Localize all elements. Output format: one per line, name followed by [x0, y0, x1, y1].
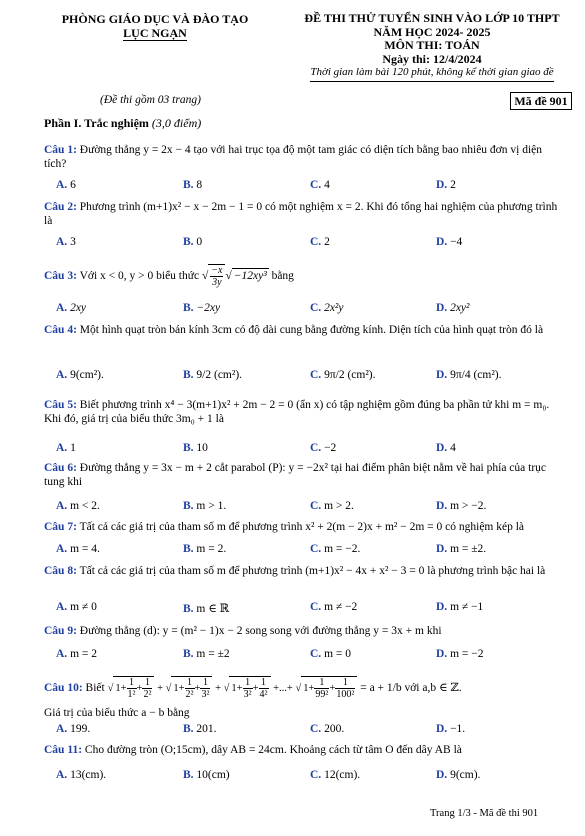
question-6 — [44, 461, 564, 489]
option-a[interactable]: A. 199. — [56, 723, 91, 735]
option-d[interactable]: D. m = −2 — [436, 648, 484, 660]
question-stem: Biết phương trình x⁴ − 3(m+1)x² + 2m − 2 = 0 (ẩn x) có tập nghiệm gồm đúng ba phần tử khi m = m₀. Khi đó, giá trị của biểu thức 3m₀ + 1 là — [44, 399, 550, 425]
options-3 — [56, 302, 566, 316]
option-b[interactable]: B. m > 1. — [183, 500, 227, 512]
option-d[interactable]: D. m > −2. — [436, 500, 487, 512]
question-stem-pre: Với x < 0, y > 0 biểu thức — [79, 270, 200, 283]
options-10 — [56, 723, 566, 737]
page-footer: Trang 1/3 - Mã đề thi 901 — [430, 808, 539, 819]
option-b[interactable]: B. m = 2. — [183, 543, 227, 555]
option-d[interactable]: D. 9π/4 (cm²). — [436, 369, 502, 381]
question-label: Câu 2: — [44, 201, 77, 213]
question-10-line2: Giá trị của biểu thức a − b bằng — [44, 707, 190, 719]
part-points: (3,0 điểm) — [151, 116, 202, 130]
district-name: LỤC NGẠN — [123, 26, 187, 40]
option-d[interactable]: D. −1. — [436, 723, 466, 735]
option-c[interactable]: C. −2 — [310, 442, 337, 454]
option-d[interactable]: D. 2 — [436, 179, 456, 191]
option-d[interactable]: D. −4 — [436, 236, 463, 248]
question-9 — [44, 624, 564, 638]
department-name: PHÒNG GIÁO DỤC VÀ ĐÀO TẠO — [61, 12, 249, 26]
question-stem: Tất cả các giá trị của tham số m để phương trình (m+1)x² − 4x + x² − 3 = 0 là phương trình bậc hai là — [79, 565, 546, 577]
department-header — [50, 12, 260, 41]
question-label: Câu 6: — [44, 462, 77, 474]
option-b[interactable]: B. 10 — [183, 442, 208, 454]
option-b[interactable]: B. −2xy — [183, 302, 221, 314]
question-label: Câu 11: — [44, 744, 83, 756]
exam-date: Ngày thi: 12/4/2024 — [382, 51, 482, 66]
option-b[interactable]: B. 0 — [183, 236, 203, 248]
option-c[interactable]: C. 4 — [310, 179, 330, 191]
part-label: Phần I. Trắc nghiệm — [44, 116, 149, 130]
options-5 — [56, 442, 566, 456]
option-a[interactable]: A. m ≠ 0 — [56, 601, 97, 613]
options-8 — [56, 601, 566, 615]
option-d[interactable]: D. m ≠ −1 — [436, 601, 484, 613]
question-1 — [44, 143, 564, 171]
question-10 — [44, 676, 564, 700]
question-4 — [44, 323, 564, 337]
question-label: Câu 1: — [44, 144, 77, 156]
question-stem: Đường thẳng (d): y = (m² − 1)x − 2 song song với đường thẳng y = 3x + m khi — [79, 625, 442, 637]
option-a[interactable]: A. 9(cm²). — [56, 369, 104, 381]
option-b[interactable]: B. 8 — [183, 179, 203, 191]
question-stem: Đường thẳng y = 3x − m + 2 cắt parabol (P): y = −2x² tại hai điểm phân biệt nằm về hai phía của trục tung khi — [44, 462, 547, 488]
option-b[interactable]: B. 201. — [183, 723, 217, 735]
duration-note: Thời gian làm bài 120 phút, không kể thời gian giao đề — [310, 66, 553, 82]
question-stem-post: bằng — [271, 270, 294, 283]
option-a[interactable]: A. 1 — [56, 442, 76, 454]
option-a[interactable]: A. m = 4. — [56, 543, 100, 555]
question-stem: Một hình quạt tròn bán kính 3cm có độ dài cung bằng đường kính. Diện tích của hình quạt tròn đó là — [79, 324, 544, 336]
question-label: Câu 5: — [44, 399, 77, 411]
option-c[interactable]: C. m ≠ −2 — [310, 601, 358, 613]
question-stem: Phương trình (m+1)x² − x − 2m − 1 = 0 có một nghiệm x = 2. Khi đó tổng hai nghiệm của phương trình là — [44, 201, 558, 227]
option-c[interactable]: C. m > 2. — [310, 500, 354, 512]
options-1 — [56, 179, 566, 193]
option-b[interactable]: B. 10(cm) — [183, 769, 230, 781]
option-b[interactable]: B. m ∈ ℝ — [183, 603, 230, 615]
question-stem: Cho đường tròn (O;15cm), dây AB = 24cm. Khoảng cách từ tâm O đến dây AB là — [84, 744, 462, 756]
question-label: Câu 9: — [44, 625, 77, 637]
options-6 — [56, 500, 566, 514]
option-a[interactable]: A. 13(cm). — [56, 769, 107, 781]
exam-title: ĐỀ THI THỬ TUYỂN SINH VÀO LỚP 10 THPT — [304, 11, 560, 25]
option-d[interactable]: D. m = ±2. — [436, 543, 487, 555]
option-d[interactable]: D. 4 — [436, 442, 456, 454]
options-2 — [56, 236, 566, 250]
exam-header — [292, 12, 572, 82]
subject: MÔN THI: TOÁN — [384, 38, 480, 53]
option-c[interactable]: C. 9π/2 (cm²). — [310, 369, 376, 381]
exam-code-box: Mã đề 901 — [510, 92, 572, 110]
question-label: Câu 3: — [44, 270, 77, 283]
option-c[interactable]: C. 2x²y — [310, 302, 344, 314]
pages-note: (Đề thi gồm 03 trang) — [100, 94, 201, 106]
options-11 — [56, 769, 566, 783]
question-5 — [44, 398, 564, 426]
question-stem: Tất cả các giá trị của tham số m để phương trình x² + 2(m − 2)x + m² − 2m = 0 có nghiệm kép là — [79, 521, 525, 533]
option-c[interactable]: C. 2 — [310, 236, 330, 248]
option-a[interactable]: A. 6 — [56, 179, 76, 191]
option-c[interactable]: C. m = 0 — [310, 648, 351, 660]
option-d[interactable]: D. 9(cm). — [436, 769, 481, 781]
option-c[interactable]: C. 12(cm). — [310, 769, 361, 781]
part-title — [44, 116, 201, 131]
question-8 — [44, 564, 564, 578]
options-7 — [56, 543, 566, 557]
option-b[interactable]: B. 9/2 (cm²). — [183, 369, 243, 381]
option-a[interactable]: A. 2xy — [56, 302, 87, 314]
question-7 — [44, 520, 564, 534]
question-stem-post: = a + 1/b với a,b ∈ ℤ. — [360, 681, 462, 694]
question-label: Câu 8: — [44, 565, 77, 577]
question-label: Câu 7: — [44, 521, 77, 533]
option-c[interactable]: C. m = −2. — [310, 543, 361, 555]
option-a[interactable]: A. m = 2 — [56, 648, 97, 660]
options-9 — [56, 648, 566, 662]
options-4 — [56, 369, 566, 383]
question-11 — [44, 743, 564, 757]
question-label: Câu 4: — [44, 324, 77, 336]
question-stem: Đường thẳng y = 2x − 4 tạo với hai trục tọa độ một tam giác có diện tích bằng bao nhiêu đơn vị diện tích? — [44, 144, 542, 170]
question-label: Câu 10: — [44, 681, 83, 694]
option-d[interactable]: D. 2xy² — [436, 302, 470, 314]
option-b[interactable]: B. m = ±2 — [183, 648, 230, 660]
series-expression: √ 1+ $\frac{1}{\text{1²}}$ + $\frac{1}{\text{2²}}$ + √ 1+ $\frac{1}{\text{2²}}$ + $\frac{1}{\text{3²}}$ + √ 1+ $\frac{1}{\text{3²}}$ + $\frac{1}{\text{4²}}$ +...+ √ 1+ $\frac{1}{\text{99²}}$ + $\frac{1}{\text{100²}}$ — [108, 683, 358, 694]
school-year: NĂM HỌC 2024- 2025 — [373, 24, 491, 39]
option-c[interactable]: C. 200. — [310, 723, 345, 735]
question-stem-pre: Biết — [85, 681, 105, 694]
option-a[interactable]: A. 3 — [56, 236, 76, 248]
question-2 — [44, 200, 564, 228]
option-a[interactable]: A. m < 2. — [56, 500, 100, 512]
question-3 — [44, 264, 564, 288]
radical-expression: √ $\frac{-x}{3y}$ √ −12xy³ — [201, 265, 267, 288]
